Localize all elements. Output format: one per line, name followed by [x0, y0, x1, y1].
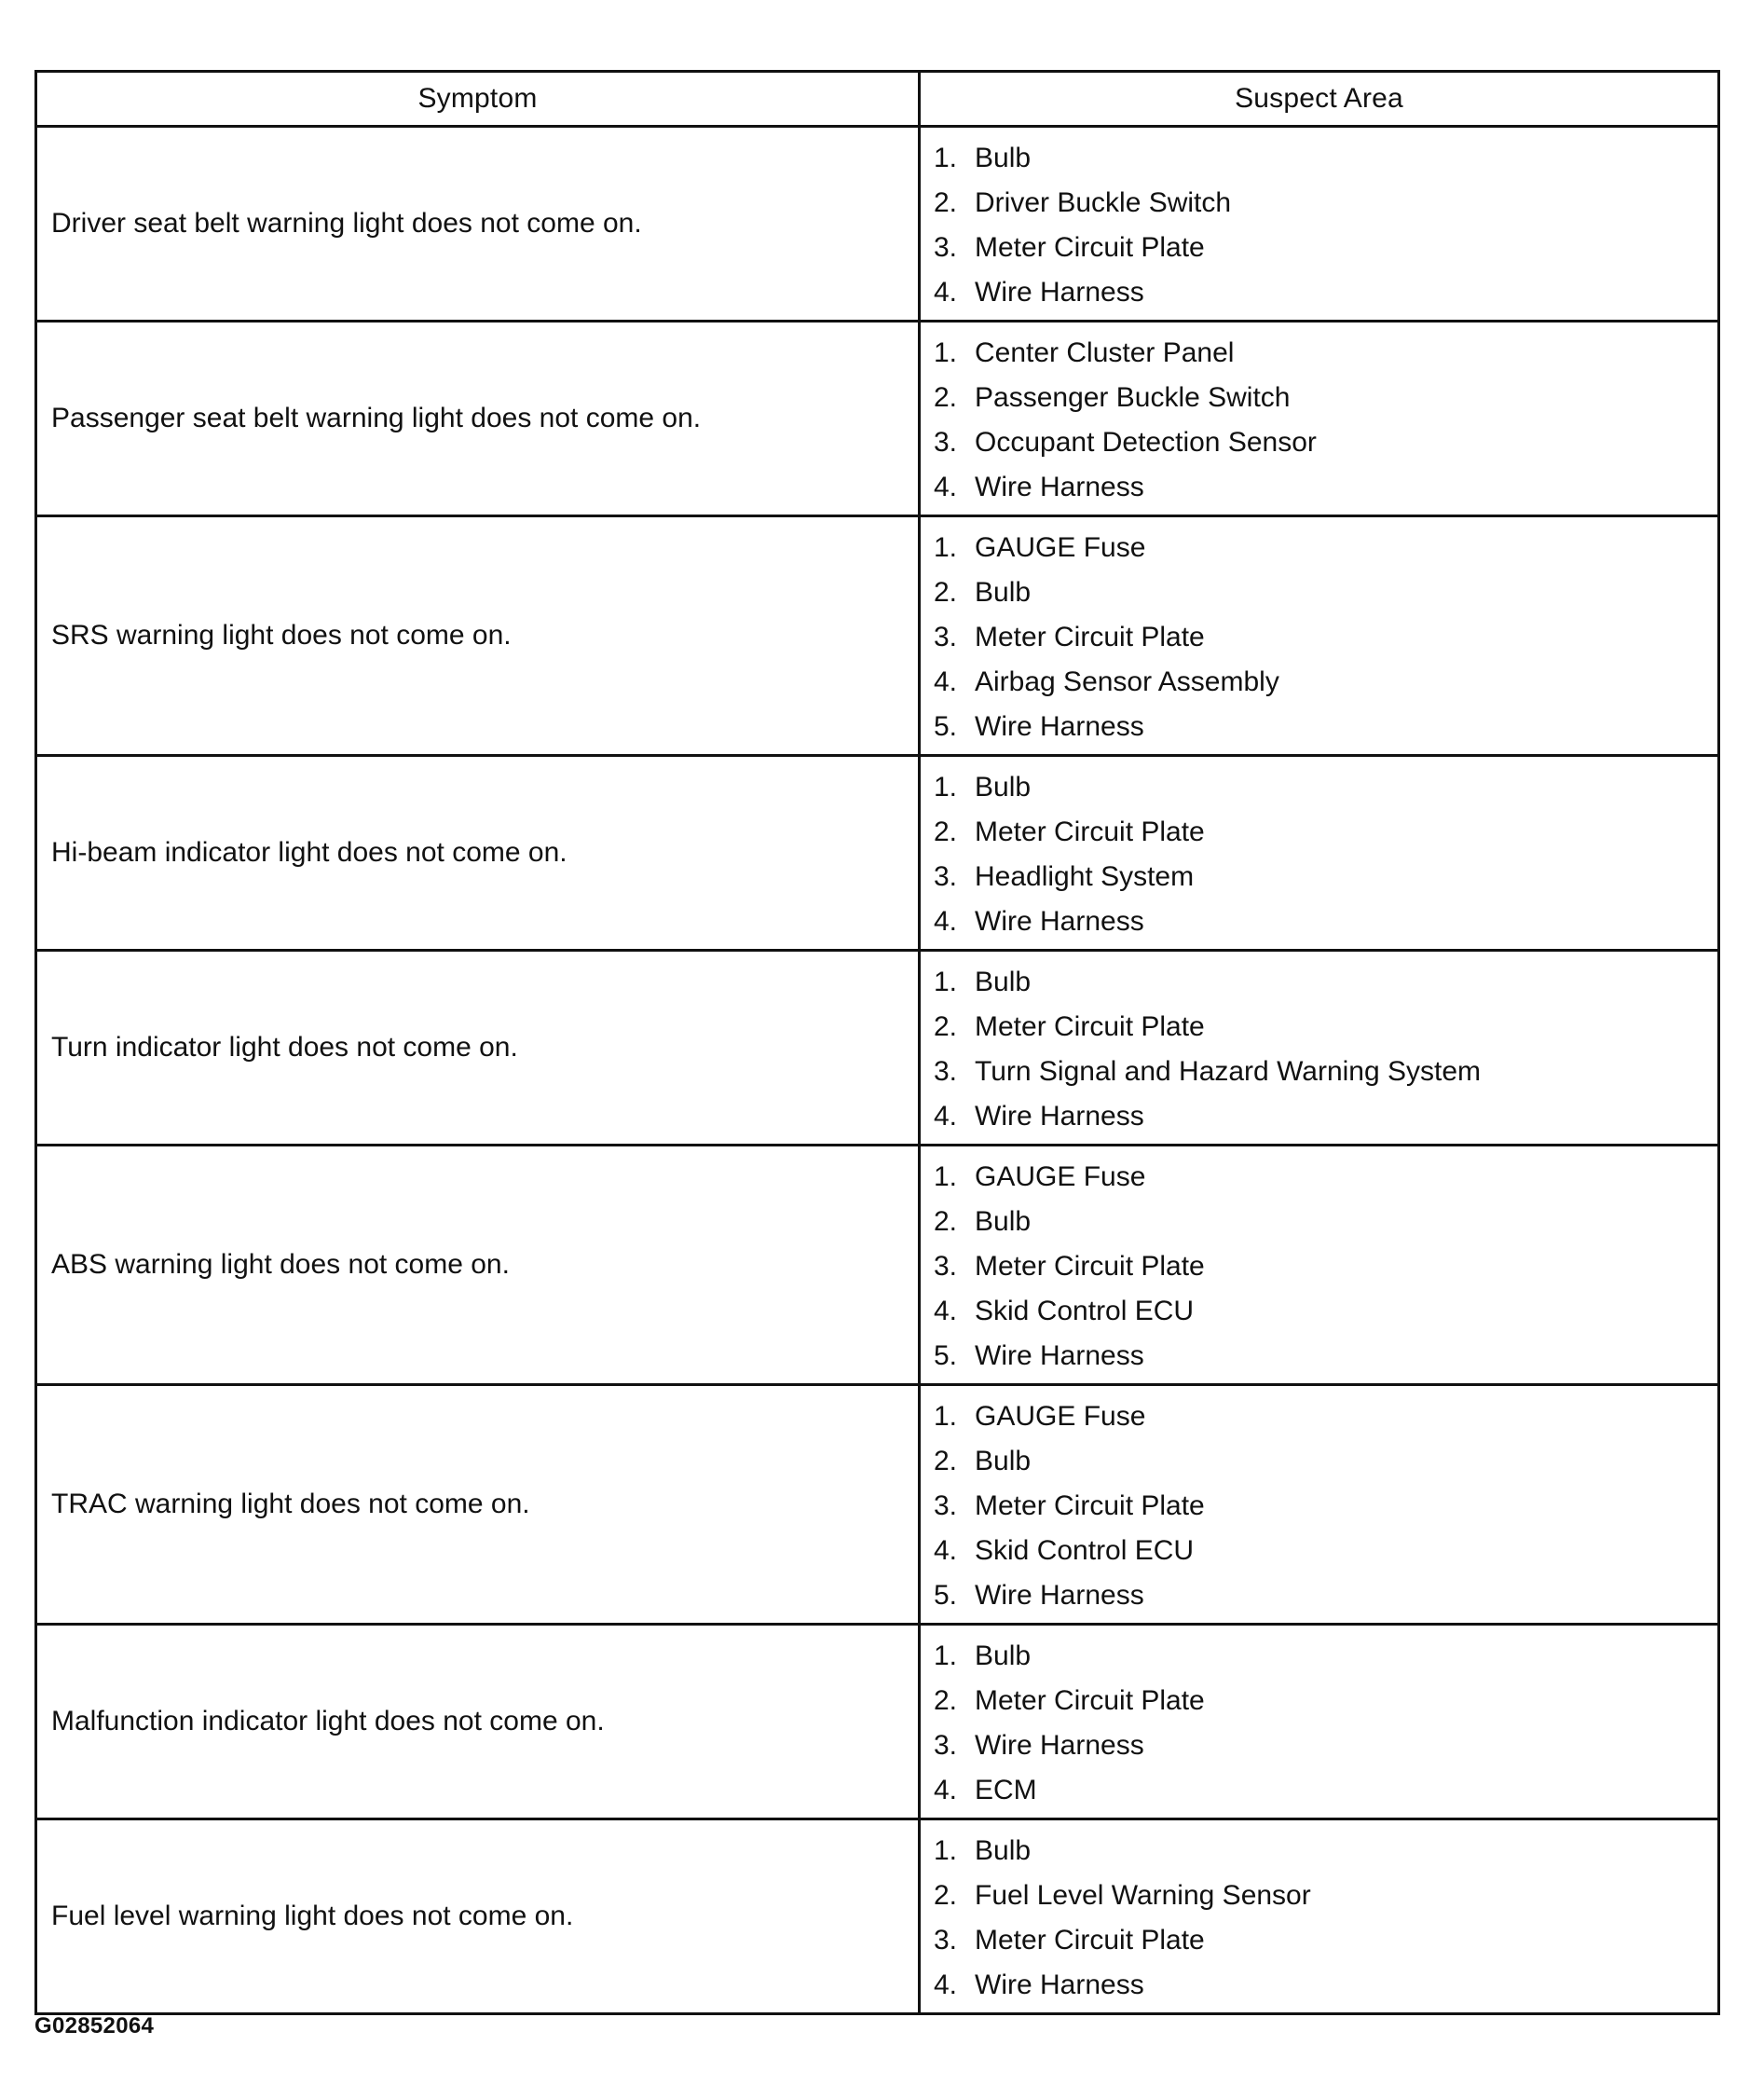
list-item [934, 855, 1717, 899]
list-item [934, 705, 1717, 749]
symptom-cell: SRS warning light does not come on. [36, 516, 920, 756]
table-header-row [36, 72, 1719, 127]
list-item-number: 3. [934, 427, 958, 458]
list-item-number: 3. [934, 622, 958, 652]
list-item-text: Bulb [975, 143, 1032, 173]
list-item [934, 181, 1717, 226]
table-row [36, 951, 1719, 1146]
suspect-area-cell [920, 1625, 1719, 1819]
symptom-cell: Passenger seat belt warning light does not come on. [36, 322, 920, 516]
list-item-text: Meter Circuit Plate [975, 1011, 1205, 1042]
list-item [934, 1484, 1717, 1529]
list-item-number: 1. [934, 1640, 958, 1671]
list-item [934, 1573, 1717, 1618]
suspect-area-list [934, 960, 1717, 1139]
list-item-number: 4. [934, 906, 958, 937]
list-item-text: Wire Harness [975, 1970, 1144, 2000]
list-item [934, 1963, 1717, 2008]
list-item [934, 1439, 1717, 1484]
list-item-text: Meter Circuit Plate [975, 1685, 1205, 1716]
list-item-text: Meter Circuit Plate [975, 817, 1205, 847]
list-item-text: Headlight System [975, 861, 1195, 892]
list-item-number: 4. [934, 666, 958, 697]
suspect-area-list [934, 331, 1717, 510]
symptom-cell: TRAC warning light does not come on. [36, 1385, 920, 1625]
list-item-text: Bulb [975, 1640, 1032, 1671]
list-item [934, 765, 1717, 810]
list-item [934, 1529, 1717, 1573]
list-item-text: Wire Harness [975, 906, 1144, 937]
symptom-cell: Malfunction indicator light does not come on. [36, 1625, 920, 1819]
list-item-text: Fuel Level Warning Sensor [975, 1880, 1311, 1911]
suspect-area-cell [920, 756, 1719, 951]
list-item [934, 1050, 1717, 1094]
list-item-text: GAUGE Fuse [975, 532, 1146, 563]
list-item [934, 1723, 1717, 1768]
list-item-text: Wire Harness [975, 277, 1144, 308]
suspect-area-cell [920, 1385, 1719, 1625]
list-item [934, 331, 1717, 376]
list-item-number: 1. [934, 337, 958, 368]
table-body [36, 127, 1719, 2014]
table-row [36, 322, 1719, 516]
list-item-number: 2. [934, 577, 958, 608]
list-item-text: Wire Harness [975, 1101, 1144, 1132]
list-item-number: 2. [934, 1011, 958, 1042]
suspect-area-list [934, 1394, 1717, 1618]
list-item [934, 1155, 1717, 1200]
suspect-area-list [934, 765, 1717, 944]
list-item-number: 3. [934, 232, 958, 263]
list-item [934, 1005, 1717, 1050]
list-item [934, 960, 1717, 1005]
list-item [934, 270, 1717, 315]
list-item-number: 3. [934, 1730, 958, 1761]
list-item-text: GAUGE Fuse [975, 1161, 1146, 1192]
list-item-text: Meter Circuit Plate [975, 232, 1205, 263]
list-item-text: Skid Control ECU [975, 1535, 1195, 1566]
list-item-text: Bulb [975, 1835, 1032, 1866]
list-item-text: Wire Harness [975, 1730, 1144, 1761]
suspect-area-cell [920, 322, 1719, 516]
list-item-number: 2. [934, 382, 958, 413]
list-item [934, 376, 1717, 420]
list-item-number: 4. [934, 472, 958, 502]
list-item-text: Driver Buckle Switch [975, 187, 1232, 218]
list-item-text: Bulb [975, 577, 1032, 608]
list-item-number: 1. [934, 1835, 958, 1866]
list-item-number: 2. [934, 1206, 958, 1237]
header-symptom: Symptom [36, 72, 920, 127]
list-item [934, 136, 1717, 181]
list-item-number: 4. [934, 1296, 958, 1326]
list-item-number: 2. [934, 187, 958, 218]
list-item-text: Bulb [975, 1446, 1032, 1476]
list-item-text: Bulb [975, 772, 1032, 803]
list-item [934, 615, 1717, 660]
list-item-number: 3. [934, 1490, 958, 1521]
list-item [934, 1244, 1717, 1289]
suspect-area-cell [920, 1819, 1719, 2014]
list-item-text: Meter Circuit Plate [975, 1490, 1205, 1521]
list-item [934, 570, 1717, 615]
list-item-number: 4. [934, 1535, 958, 1566]
list-item-text: Wire Harness [975, 472, 1144, 502]
list-item-number: 4. [934, 1101, 958, 1132]
list-item-text: Wire Harness [975, 711, 1144, 742]
list-item-text: Passenger Buckle Switch [975, 382, 1291, 413]
table-row [36, 1625, 1719, 1819]
list-item-number: 5. [934, 1580, 958, 1611]
list-item-number: 4. [934, 277, 958, 308]
list-item [934, 1289, 1717, 1334]
list-item [934, 1394, 1717, 1439]
table-row [36, 1385, 1719, 1625]
list-item [934, 1874, 1717, 1918]
list-item-number: 4. [934, 1970, 958, 2000]
table-row [36, 1146, 1719, 1385]
troubleshooting-table-container [34, 70, 1717, 2015]
list-item-number: 3. [934, 1251, 958, 1282]
list-item-text: Turn Signal and Hazard Warning System [975, 1056, 1482, 1087]
list-item-number: 2. [934, 817, 958, 847]
list-item-number: 1. [934, 143, 958, 173]
table-row [36, 127, 1719, 322]
list-item-text: Meter Circuit Plate [975, 1925, 1205, 1956]
list-item-text: Airbag Sensor Assembly [975, 666, 1279, 697]
list-item-number: 1. [934, 967, 958, 997]
list-item-text: Meter Circuit Plate [975, 1251, 1205, 1282]
suspect-area-list [934, 1155, 1717, 1379]
list-item [934, 899, 1717, 944]
list-item-number: 1. [934, 772, 958, 803]
list-item-text: Wire Harness [975, 1340, 1144, 1371]
list-item-text: Skid Control ECU [975, 1296, 1195, 1326]
symptom-cell: Fuel level warning light does not come on. [36, 1819, 920, 2014]
symptom-cell: ABS warning light does not come on. [36, 1146, 920, 1385]
list-item-text: Meter Circuit Plate [975, 622, 1205, 652]
list-item [934, 1829, 1717, 1874]
table-row [36, 516, 1719, 756]
suspect-area-list [934, 1634, 1717, 1813]
suspect-area-list [934, 136, 1717, 315]
suspect-area-cell [920, 127, 1719, 322]
list-item [934, 226, 1717, 270]
list-item-number: 1. [934, 532, 958, 563]
list-item-text: Bulb [975, 1206, 1032, 1237]
table-row [36, 756, 1719, 951]
list-item-text: Wire Harness [975, 1580, 1144, 1611]
list-item [934, 1679, 1717, 1723]
list-item-text: ECM [975, 1775, 1037, 1805]
suspect-area-cell [920, 516, 1719, 756]
list-item-number: 3. [934, 1056, 958, 1087]
list-item-number: 3. [934, 861, 958, 892]
list-item-text: Center Cluster Panel [975, 337, 1235, 368]
list-item-number: 3. [934, 1925, 958, 1956]
header-suspect-area: Suspect Area [920, 72, 1719, 127]
list-item [934, 465, 1717, 510]
suspect-area-list [934, 1829, 1717, 2008]
suspect-area-cell [920, 1146, 1719, 1385]
list-item-number: 1. [934, 1401, 958, 1432]
list-item-number: 5. [934, 1340, 958, 1371]
list-item-text: Bulb [975, 967, 1032, 997]
symptom-cell: Hi-beam indicator light does not come on. [36, 756, 920, 951]
list-item-number: 1. [934, 1161, 958, 1192]
list-item [934, 810, 1717, 855]
list-item [934, 420, 1717, 465]
list-item-number: 2. [934, 1685, 958, 1716]
list-item-number: 2. [934, 1446, 958, 1476]
symptom-cell: Turn indicator light does not come on. [36, 951, 920, 1146]
list-item [934, 1634, 1717, 1679]
list-item [934, 660, 1717, 705]
list-item [934, 1200, 1717, 1244]
suspect-area-cell [920, 951, 1719, 1146]
list-item [934, 1918, 1717, 1963]
list-item [934, 526, 1717, 570]
symptom-cell: Driver seat belt warning light does not come on. [36, 127, 920, 322]
figure-id: G02852064 [34, 2013, 155, 2038]
list-item-number: 2. [934, 1880, 958, 1911]
table-row [36, 1819, 1719, 2014]
list-item [934, 1094, 1717, 1139]
list-item-text: Occupant Detection Sensor [975, 427, 1317, 458]
list-item-number: 5. [934, 711, 958, 742]
troubleshooting-table [34, 70, 1720, 2015]
list-item [934, 1768, 1717, 1813]
list-item-number: 4. [934, 1775, 958, 1805]
suspect-area-list [934, 526, 1717, 749]
list-item [934, 1334, 1717, 1379]
list-item-text: GAUGE Fuse [975, 1401, 1146, 1432]
